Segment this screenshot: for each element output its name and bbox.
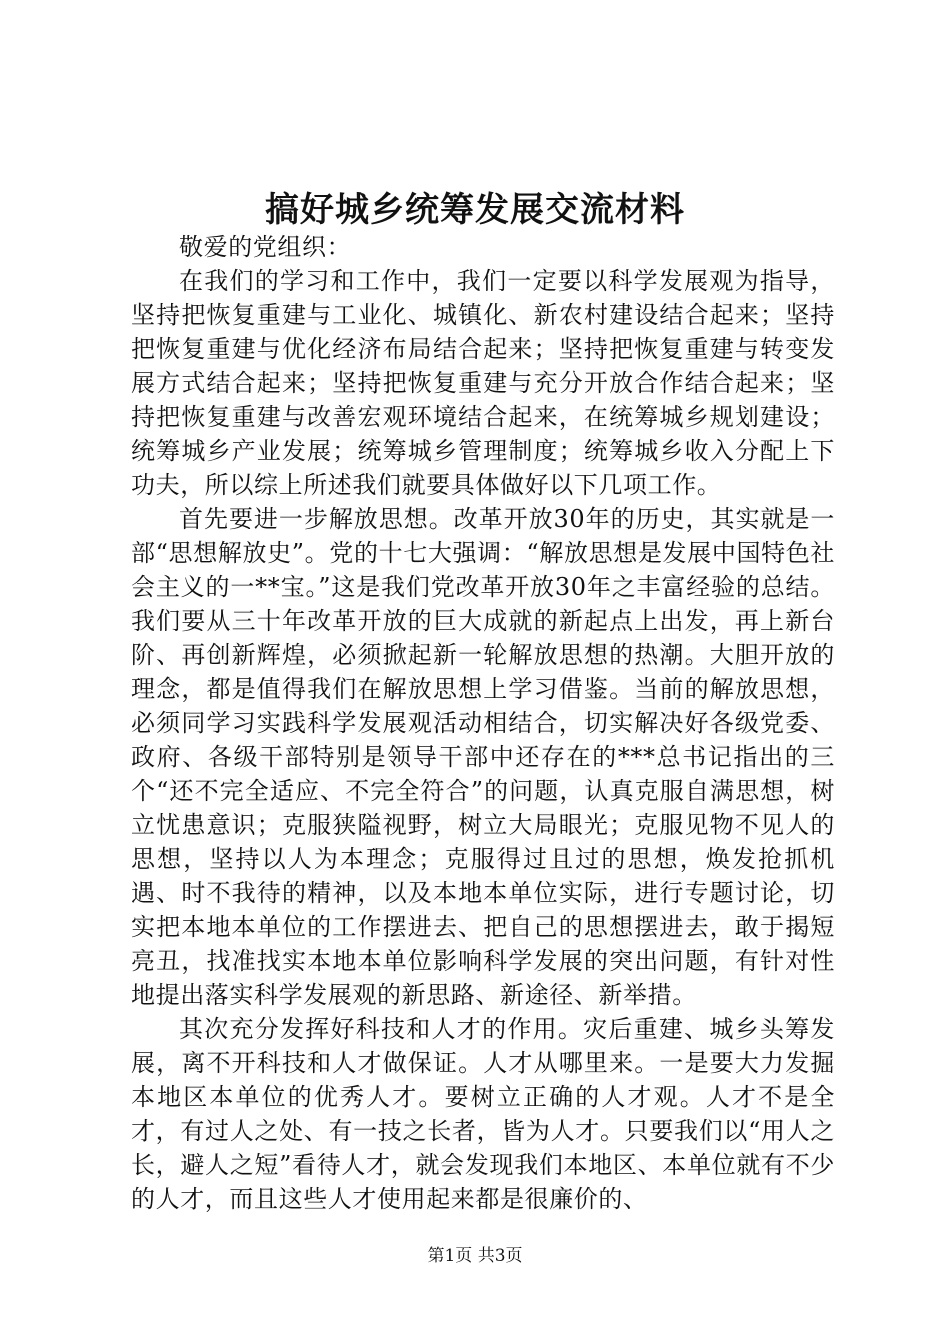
salutation: 敬爱的党组织：: [179, 233, 352, 261]
paragraph-3: 其次充分发挥好科技和人才的作用。灾后重建、城乡头筹发展，离不开科技和人才做保证。人才从哪里来。一是要大力发掘本地区本单位的优秀人才。要树立正确的人才观。人才不是全才，有过人之处、有一技之长者，皆为人才。只要我们以“用人之长，避人之短”看待人才，就会发现我们本地区、本单位就有不少的人才，而且这些人才使用起来都是很廉价的、: [131, 1015, 835, 1213]
document-title: 搞好城乡统筹发展交流材料: [265, 190, 685, 230]
paragraph-2: 首先要进一步解放思想。改革开放30年的历史，其实就是一部“思想解放史”。党的十七大强调：“解放思想是发展中国特色社会主义的一**宝。”这是我们党改革开放30年之丰富经验的总结。我们要从三十年改革开放的巨大成就的新起点上出发，再上新台阶、再创新辉煌，必须掀起新一轮解放思想的热潮。大胆开放的理念，都是值得我们在解放思想上学习借鉴。当前的解放思想，必须同学习实践科学发展观活动相结合，切实解决好各级党委、政府、各级干部特别是领导干部中还存在的***总书记指出的三个“还不完全适应、不完全符合”的问题，认真克服自满思想，树立忧患意识；克服狭隘视野，树立大局眼光；克服见物不见人的思想，坚持以人为本理念；克服得过且过的思想，焕发抢抓机遇、时不我待的精神，以及本地本单位实际，进行专题讨论，切实把本地本单位的工作摆进去、把自己的思想摆进去，敢于揭短亮丑，找准找实本地本单位影响科学发展的突出问题，有针对性地提出落实科学发展观的新思路、新途径、新举措。: [131, 505, 835, 1009]
page-footer: 第1页 共3页: [427, 1246, 523, 1266]
document-body: [131, 230, 835, 1216]
paragraph-1: 在我们的学习和工作中，我们一定要以科学发展观为指导，坚持把恢复重建与工业化、城镇化、新农村建设结合起来；坚持把恢复重建与优化经济布局结合起来；坚持把恢复重建与转变发展方式结合起来；坚持把恢复重建与充分开放合作结合起来；坚持把恢复重建与改善宏观环境结合起来，在统筹城乡规划建设；统筹城乡产业发展；统筹城乡管理制度；统筹城乡收入分配上下功夫，所以综上所述我们就要具体做好以下几项工作。: [131, 267, 835, 499]
